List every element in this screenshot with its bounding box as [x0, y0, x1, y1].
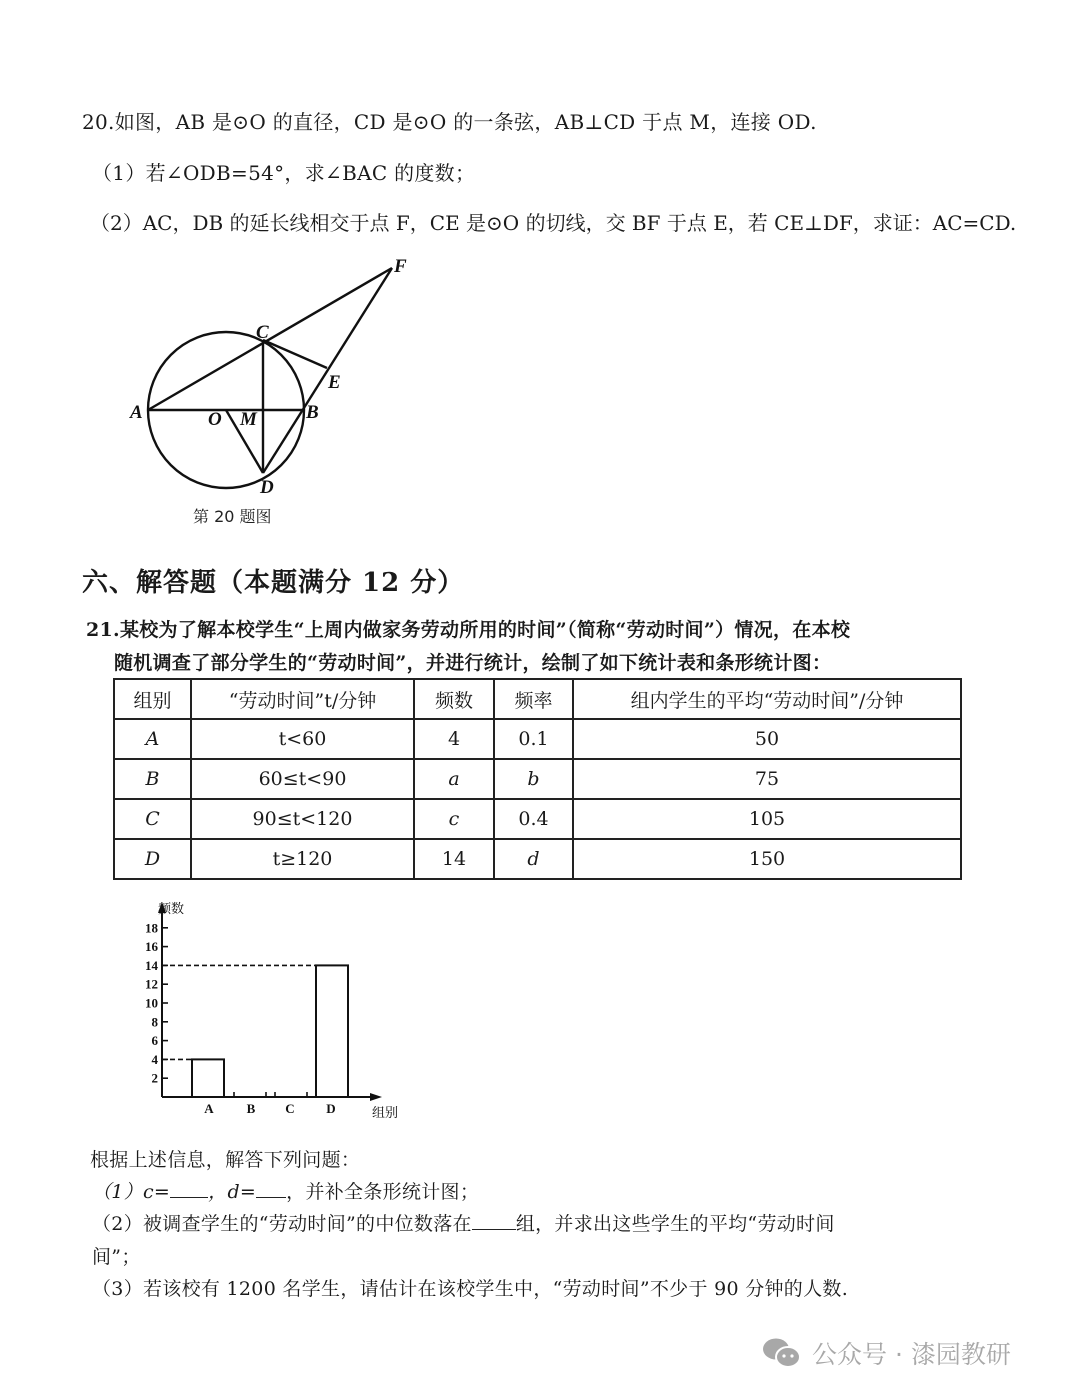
cell-range: 90≤t<120 [191, 799, 414, 839]
cell-range: t≥120 [191, 839, 414, 879]
q21-stem-line2: 随机调查了部分学生的“劳动时间”，并进行统计，绘制了如下统计表和条形统计图： [114, 652, 832, 674]
answer-blank-median[interactable] [472, 1229, 516, 1230]
header-frequency: 频数 [414, 679, 494, 719]
q21-sub2-cont: 间”； [92, 1246, 141, 1268]
cell-rate: d [494, 839, 573, 879]
cell-range: t<60 [191, 719, 414, 759]
bar-a [192, 1059, 224, 1097]
cell-avg: 75 [573, 759, 961, 799]
stats-table [113, 678, 962, 880]
label-e: E [328, 372, 341, 393]
y-tick-label: 10 [145, 995, 158, 1011]
frequency-bar-chart [130, 895, 420, 1125]
table-row [114, 839, 961, 879]
cell-group: C [114, 799, 191, 839]
cell-avg: 150 [573, 839, 961, 879]
label-a: A [130, 402, 143, 423]
x-label-c: C [285, 1101, 295, 1116]
line-df [263, 268, 392, 473]
watermark-text: 公众号 · 漆园教研 [812, 1340, 1011, 1369]
cell-rate: b [494, 759, 573, 799]
line-af [148, 268, 392, 410]
y-tick-label: 18 [145, 920, 158, 936]
table-row [114, 719, 961, 759]
q21-stem-line1: 21.某校为了解本校学生“上周内做家务劳动所用的时间”（简称“劳动时间”）情况，在本校 [86, 619, 851, 641]
cell-rate: 0.4 [494, 799, 573, 839]
y-tick-label: 6 [151, 1033, 158, 1049]
tangent-ce [263, 340, 327, 368]
label-b: B [306, 402, 319, 423]
q20-part1: （1）若∠ODB=54°，求∠BAC 的度数； [92, 161, 476, 185]
section-heading: 六、解答题（本题满分 12 分） [82, 568, 465, 598]
q21-sub2: （2）被调查学生的“劳动时间”的中位数落在 组，并求出这些学生的平均“劳动时间 [92, 1213, 835, 1235]
cell-group: A [114, 719, 191, 759]
table-row [114, 799, 961, 839]
y-tick-label: 4 [151, 1051, 158, 1067]
label-d: D [260, 477, 274, 498]
header-group: 组别 [114, 679, 191, 719]
cell-frequency: c [414, 799, 494, 839]
y-axis-title: 频数 [158, 902, 185, 917]
label-f: F [394, 256, 407, 277]
table-header-row [114, 679, 961, 719]
label-o: O [208, 409, 222, 430]
q20-geometry-figure [120, 250, 430, 535]
watermark [762, 1335, 1011, 1371]
y-tick-label: 12 [145, 976, 158, 992]
cell-frequency: 4 [414, 719, 494, 759]
cell-avg: 50 [573, 719, 961, 759]
cell-range: 60≤t<90 [191, 759, 414, 799]
wechat-icon [762, 1337, 802, 1369]
cell-frequency: 14 [414, 839, 494, 879]
answer-blank-c[interactable] [170, 1197, 208, 1198]
label-c: C [256, 322, 269, 343]
figure-caption: 第 20 题图 [193, 507, 272, 526]
y-tick-label: 8 [151, 1014, 158, 1030]
header-time-range: “劳动时间”t/分钟 [191, 679, 414, 719]
x-axis-arrow-icon [370, 1093, 382, 1101]
answer-blank-d[interactable] [256, 1197, 286, 1198]
cell-group: B [114, 759, 191, 799]
y-tick-label: 2 [151, 1070, 158, 1086]
q20-part2: （2）AC，DB 的延长线相交于点 F，CE 是⊙O 的切线，交 BF 于点 E，若 CE⊥DF，求证：AC=CD. [90, 211, 1017, 235]
label-m: M [240, 409, 257, 430]
y-tick-label: 14 [145, 957, 158, 973]
bar-d [316, 965, 348, 1097]
header-avg-time: 组内学生的平均“劳动时间”/分钟 [573, 679, 961, 719]
x-label-d: D [326, 1101, 336, 1116]
x-axis-title: 组别 [372, 1106, 399, 1121]
y-tick-label: 16 [145, 939, 158, 955]
q21-sub3: （3）若该校有 1200 名学生，请估计在该校学生中，“劳动时间”不少于 90 分钟的人数. [92, 1278, 849, 1300]
x-label-b: B [246, 1101, 256, 1116]
cell-group: D [114, 839, 191, 879]
q21-prompt: 根据上述信息，解答下列问题： [90, 1149, 361, 1171]
cell-rate: 0.1 [494, 719, 573, 759]
q21-sub1: （1）c= ，d= ，并补全条形统计图； [92, 1181, 480, 1203]
cell-frequency: a [414, 759, 494, 799]
header-rate: 频率 [494, 679, 573, 719]
table-row [114, 759, 961, 799]
cell-avg: 105 [573, 799, 961, 839]
x-label-a: A [204, 1101, 214, 1116]
q20-stem: 20.如图，AB 是⊙O 的直径，CD 是⊙O 的一条弦，AB⊥CD 于点 M，连接 OD. [82, 110, 817, 134]
